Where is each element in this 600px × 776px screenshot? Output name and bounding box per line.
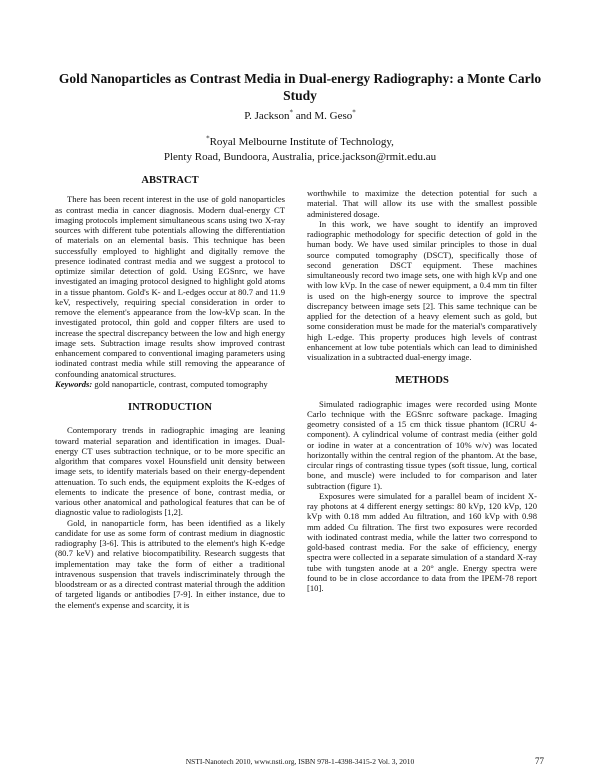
body-paragraph: worthwhile to maximize the detection potential for such a material. That will allow its use with the smallest possible administered dosage.: [307, 188, 537, 219]
keywords-line: [55, 379, 285, 389]
author-separator: and: [292, 110, 315, 122]
footer-citation: NSTI-Nanotech 2010, www.nsti.org, ISBN 978-1-4398-3415-2 Vol. 3, 2010: [185, 757, 415, 766]
author-name: P. Jackson: [244, 110, 290, 122]
abstract-heading: ABSTRACT: [141, 175, 199, 186]
left-column: [55, 176, 285, 610]
introduction-heading: INTRODUCTION: [127, 402, 212, 413]
abstract-text: There has been recent interest in the use of gold nanoparticles as contrast media in cancer diagnosis. Modern dual-energy CT imaging protocols implement simultaneous scans using two X-ray sources with different tube potentials allowing the differentiation of materials on an elemental basis. This technique has been successfully employed to highlight and digitally remove the presence iodinated contrast media and we suggest a protocol to optimize similar detection of gold. Using EGSnrc, we have investigated an imaging protocol designed to highlight gold atoms in a tissue phantom. Gold's K- and L-edges occur at 80.7 and 11.9 keV, respectively, requiring special consideration in order to remove the element's appearance from the low-kVp scan. In the investigated protocol, thin gold and copper filters are used to increase the spectral discrepancy between the low and high energy image sets. Subtraction image results show improved contrast enhancement compared to conventional imaging parameters using iodinated contrast media while still removing the appearance of confounding anatomical structures.: [55, 194, 285, 379]
author-line: [50, 110, 550, 122]
body-paragraph: Gold, in nanoparticle form, has been identified as a likely candidate for use as some form of contrast medium in diagnostic radiography [3-6]. This is attributed to the element's high K-edge (80.7 keV) and relative biocompatibility. Research suggests that implementation may take the form of either a traditional intravenous suspension that travels indiscriminately through the bloodstream or as a directed contrast material through the addition of targeted ligands or antibodies [7-9]. In either instance, due to the element's expense and scarcity, it is: [55, 517, 285, 610]
keywords-text: gold nanoparticle, contrast, computed tomography: [92, 378, 268, 389]
keywords-label: Keywords:: [55, 378, 93, 389]
affiliation-line: Royal Melbourne Institute of Technology,: [209, 136, 394, 148]
affiliation-marker: *: [206, 134, 210, 143]
affiliation-line: Plenty Road, Bundoora, Australia, price.jackson@rmit.edu.au: [163, 151, 437, 163]
body-paragraph: Exposures were simulated for a parallel beam of incident X-ray photons at 4 different energy settings: 80 kVp, 120 kVp, 120 kVp with 0.18 mm added Au filtration, and 160 kVp with 0.98 mm added Cu filtration. The first two exposures were recorded with iodinated contrast media, while the latter two correspond to gold-based contrast media. For the sake of efficiency, energy spectra were collected in a separate simulation of a standard X-ray tube with tungsten anode at a 20° angle. Energy spectra were found to be in close accordance to data from the IPEM-78 report [10].: [307, 490, 537, 593]
author-name: M. Geso: [314, 110, 353, 122]
paper-title: Gold Nanoparticles as Contrast Media in Dual-energy Radiography: a Monte Carlo Study: [58, 71, 542, 103]
page-number: 77: [535, 756, 544, 766]
body-paragraph: Contemporary trends in radiographic imaging are leaning toward material separation and identification in images. Dual-energy CT uses subtraction technique, or to be more specific an algorithm that compares voxel Hounsfield unit density between image sets, to identify materials based on their energy-dependent attenuation. To such ends, the equipment exploits the K-edges of elements to indicate the presence of bone, contrast media, or various other anatomical and pathological features that can be of diagnostic value to radiologists [1,2].: [55, 425, 285, 518]
methods-heading: METHODS: [395, 375, 449, 387]
body-paragraph: In this work, we have sought to identify an improved radiographic methodology for specific detection of gold in the human body. We have used similar principles to those in dual source computed tomography (DSCT), specifically those of second generation DSCT equipment. These machines simultaneously record two image sets, one with high kVp and one with low kVp. In the case of newer equipment, a 0.4 mm tin filter is used on the high-energy source to improve the spectral discrepancy between image sets [2]. This same technique can be applied for the detection of a heavy element such as gold, but some consideration must be made for the material's comparatively high L-edge. This property produces high levels of contrast enhancement at low tube potentials which can lead to diminished visualization in a subtracted dual-energy image.: [307, 218, 537, 362]
body-paragraph: Simulated radiographic images were recorded using Monte Carlo technique with the EGSnrc software package. Imaging geometry consisted of a 15 cm thick tissue phantom (ICRU 4-component). A cylindrical volume of contrast media (either gold or iodine in water at a concentration of 10% w/v) was located horizontally within the central region of the phantom. At the base, circular rings of contrasting tissue types (soft tissue, lung, cortical bone, and muscle) were included to for comparison and later subtraction (figure 1).: [307, 398, 537, 491]
affiliation-marker: *: [352, 108, 356, 117]
right-column: [307, 188, 537, 593]
affiliation-marker: *: [289, 108, 293, 117]
affiliation-block: [50, 135, 550, 165]
